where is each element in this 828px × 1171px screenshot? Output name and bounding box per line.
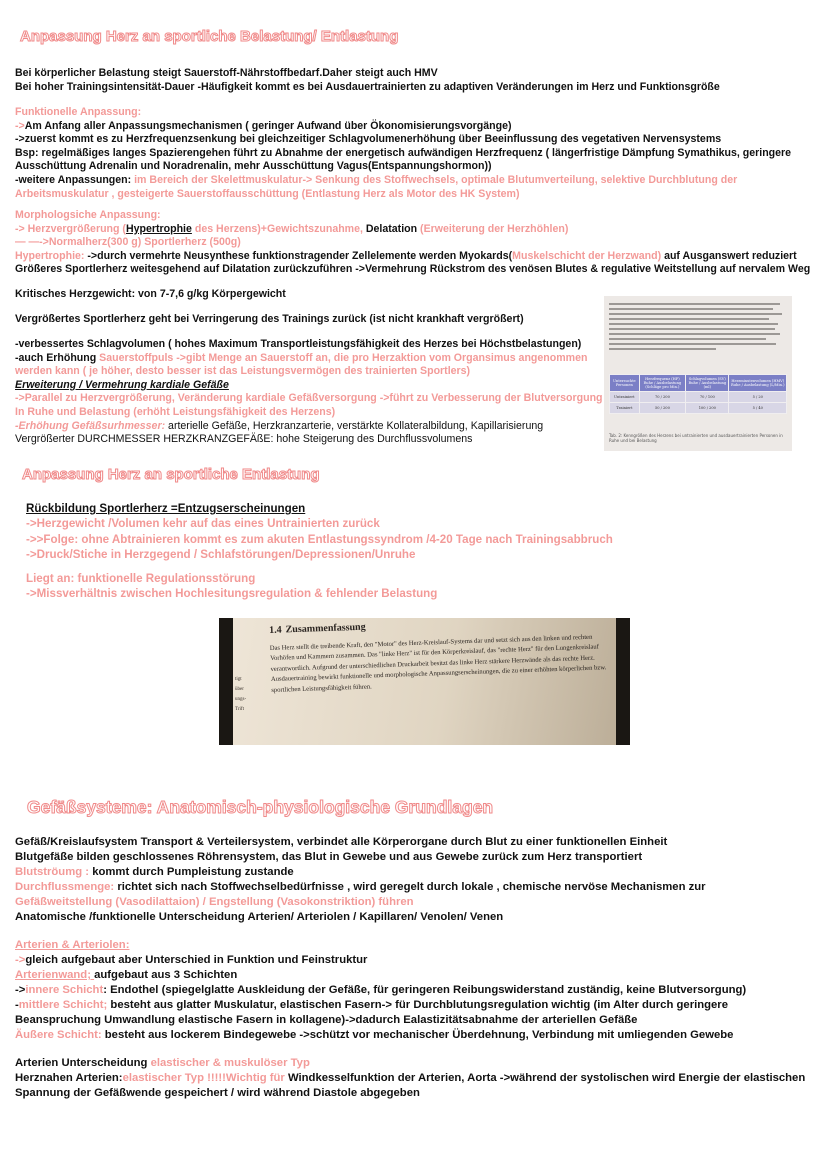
enlarged-heart-note: Vergrößertes Sportlerherz geht bei Verringerung des Trainings zurück (ist nicht krankhaft vergrößert) (15, 313, 524, 325)
text: Hypertrophie (125, 222, 192, 235)
text: -> (15, 954, 26, 966)
text: besteht aus glatter Muskulatur, elastischen Fasern-> für Durchblutungsregulation wichtig (im Alter durch geringere Beanspruchung Umwandlung elastische Fasern in kollagene)->dadurch Ealastizitätsabnahme der arteriellen Gefäße (15, 999, 728, 1026)
intro-line: Bei körperlicher Belastung steigt Sauerstoff-Nährstoffbedarf.Daher steigt auch HMV (15, 67, 438, 79)
text: Äußere Schicht: (15, 1029, 105, 1041)
table-cell: 5 / 40 (729, 403, 787, 414)
text: Durchflussmenge: (15, 881, 118, 893)
text: ->Parallel zu Herzvergrößerung, Veränderung kardiale Gefäßversorgung ->führt zu Verbesserung der Blutversorgung In Ruhe und Belastung (erhöht Leistungsfähigkeit des Herzens) (15, 392, 603, 418)
text: ->Druck/Stiche in Herzgegend / Schlafstörungen/Depressionen/Unruhe (26, 548, 416, 562)
table-cell: Trainiert (610, 403, 640, 414)
text: gleich aufgebaut aber Unterschied in Funktion und Feinstruktur (25, 954, 368, 966)
functional-adaptation-block (15, 106, 815, 201)
text: ->Missverhältnis zwischen Hochlesitungsregulation & fehlender Belastung (26, 587, 438, 601)
deconditioning-block (26, 501, 826, 601)
text: Hypertrophie: (15, 249, 88, 262)
table-caption: Tab. 2: Kenngrößen des Herzens bei untrainierten und ausdauertrainierten Personen in Ruhe und bei Belastung (609, 433, 783, 443)
text: elastischer & muskulöser Typ (150, 1057, 310, 1069)
text: Delatation (365, 222, 418, 235)
text: -> (15, 984, 26, 996)
table-header: Untersuchte Personen (610, 375, 640, 392)
text: im Bereich der Skelettmuskulatur-> Senkung des Stoffwechsels, optimale Blutumverteilung, selektive Durchblutung der Arbeitsmuskulatur , gesteigerte Sauerstoffausschüttung (Entlastung Herz als Motor des HK System) (15, 173, 738, 200)
critical-weight: Kritisches Herzgewicht: von 7-7,6 g/kg Körpergewicht (15, 288, 286, 300)
text: auf Ausganswert reduziert (661, 249, 797, 262)
page-margin-text (235, 675, 246, 715)
arrow: -> (15, 119, 25, 132)
artery-types-block (15, 1056, 815, 1101)
text: Muskelschicht der Herzwand) (512, 249, 662, 262)
text: des Herzens)+Gewichtszunahme, (191, 222, 366, 235)
text: elastischer Typ !!!!!Wichtig für (122, 1072, 288, 1084)
table-header: Herzminutenvolumen (HMV) Ruhe / Ausbelastung (L/Min.) (729, 375, 787, 392)
stroke-volume-block (15, 338, 605, 447)
text: Gefäßweitstellung (Vasodilattaion) / Engstellung (Vasokonstriktion) führen (15, 896, 414, 908)
text: Windkesselfunktion der Arterien, Aorta ->während der systolischen wird Energie der elastischen Spannung der Gefäßwende gespeichert / wird während Diastole abgegeben (15, 1072, 806, 1099)
text: -verbessertes Schlagvolumen ( hohes Maximum Transportleistungsfähigkeit des Herzes bei Höchstbelastungen) (15, 338, 582, 350)
text: Anatomische /funktionelle Unterscheidung Arterien/ Arteriolen / Kapillaren/ Venolen/ Venen (15, 911, 504, 923)
text: -weitere Anpassungen: (15, 173, 135, 186)
blurred-text (609, 300, 787, 353)
photo-body-text: Das Herz stellt die treibende Kraft, den "Motor" des Herz-Kreislauf-Systems dar und setzt sich aus den linken und rechten Vorhöfen und Kammern zusammen. Das "linke Herz" ist für den Körperkreislauf, das "rechte Herz" für den Lungenkreislauf verantwortlich. Aufgrund der unterschiedlichen Druckarbeit besitzt das linke Herz stärkere Herzwände als das rechte Herz. Ausdauertraining bewirkt funktionelle und morphologische Anpassungserscheinungen, die zu einer erhöhten körperlichen bzw. sportlichen Leistungsfähigkeit führen. (269, 633, 607, 694)
text: ungs- (235, 697, 247, 702)
text: Liegt an: funktionelle Regulationsstörung (26, 571, 256, 585)
table-cell: 70 / 200 (639, 392, 685, 403)
section-heading-gefaesssysteme: Gefäßsysteme: Anatomisch-physiologische Grundlagen (27, 797, 494, 817)
text: Blutströumg : (15, 866, 93, 878)
text: (Erweiterung der Herzhöhlen) (417, 222, 569, 235)
text: Arterienwand; (15, 969, 95, 981)
text: ->zuerst kommt es zu Herzfrequenzsenkung bei gleichzeitiger Schlagvolumenerhöhung über Beeinflussung des vegetativen Nervensystems (15, 133, 722, 146)
morphological-adaptation-label: Morphologsiche Anpassung: (15, 209, 161, 221)
text: ->Herzgewicht /Volumen kehr auf das eines Untrainierten zurück (26, 517, 380, 531)
table-row (610, 403, 787, 414)
text: : Endothel (spiegelglatte Auskleidung der Gefäße, für geringeren Reibungswiderstand zuständig, keine Blutversorgung) (103, 984, 747, 996)
table-cell: 100 / 200 (686, 403, 729, 414)
morphological-adaptation-block (15, 209, 815, 277)
text: besteht aus lockerem Bindegewebe ->schützt vor mechanischer Überdehnung, Verbindung mit umliegenden Gewebe (104, 1029, 734, 1041)
arteries-label: Arterien & Arteriolen: (15, 939, 130, 951)
text: Gefäß/Kreislaufsystem Transport & Verteilersystem, verbindet alle Körperorgane durch Blut zu einer funktionellen Einheit (15, 836, 668, 848)
text: Trift (235, 707, 244, 712)
intro-paragraph (15, 67, 815, 94)
text: Bsp: regelmäßiges langes Spazierengehen führt zu Abnahme der energetisch aufwändigen Herzfrequenz ( längerfristige Dämpfung Symathikus, geringere Ausschüttung Adrenalin und Noradrenalin, mehr Ausschüttung Vagus(Entspannungshormon)) (15, 146, 792, 173)
textbook-summary-photo (219, 618, 630, 745)
vessel-extension-label: Erweiterung / Vermehrung kardiale Gefäße (15, 378, 229, 391)
deconditioning-title: Rückbildung Sportlerherz =Entzugserscheinungen (26, 502, 306, 515)
text: arterielle Gefäße, Herzkranzarterie, verstärkte Kollateralbildung, Kapillarisierung (168, 419, 544, 432)
text: - (15, 999, 19, 1011)
text: Blutgefäße bilden geschlossenes Röhrensystem, das Blut in Gewebe und aus Gewebe zurück zum Herz transportiert (15, 851, 643, 863)
text: Arterien Unterscheidung (15, 1057, 151, 1069)
text: Herznahen Arterien: (15, 1072, 123, 1084)
section-heading-entlastung: Anpassung Herz an sportliche Entlastung (22, 466, 320, 483)
text: -Erhöhung Gefäßsurhmesser: (15, 419, 169, 432)
text: richtet sich nach Stoffwechselbedürfnisse , wird geregelt durch lokale , chemische nervöse Mechanismen zur (117, 881, 706, 893)
table-cell: 50 / 200 (639, 403, 685, 414)
text: aufgebaut aus 3 Schichten (94, 969, 238, 981)
text: Vergrößerter DURCHMESSER HERZKRANZGEFÄßE: hohe Steigerung des Durchflussvolumens (15, 433, 473, 446)
text: innere Schicht (25, 984, 104, 996)
text: über (235, 687, 244, 692)
table-row (610, 392, 787, 403)
text: Am Anfang aller Anpassungsmechanismen ( geringer Aufwand über Ökonomisierungsvorgänge) (24, 119, 512, 132)
text: ->durch vermehrte Neusynthese funktionstragender Zellelemente werden Myokards( (87, 249, 513, 262)
intro-line: Bei hoher Trainingsintensität-Dauer -Häufigkeit kommt es bei Ausdauertrainierten zu adaptiven Veränderungen im Herz und Funktionsgröße (15, 80, 720, 93)
table-cell: Untrainiert (610, 392, 640, 403)
table-header: Herzfrequenz (HF) Ruhe / Ausbelastung (Schläge pro Min.) (639, 375, 685, 392)
functional-adaptation-label: Funktionelle Anpassung: (15, 106, 142, 118)
section-heading-belastung: Anpassung Herz an sportliche Belastung/ Entlastung (20, 28, 399, 45)
text: Sauerstoffpuls ->gibt Menge an Sauerstoff an, die pro Herzaktion vom Organsimus angenommen werden kann ( je höher, desto besser ist das Leistungsvermögen des trainierten Sportlers) (15, 351, 588, 378)
table-header: Schlagvolumen (SV) Ruhe / Ausbelastung (ml) (686, 375, 729, 392)
text: tigt (235, 677, 242, 682)
text: -auch Erhöhung (15, 351, 100, 364)
text: mittlere Schicht; (18, 999, 111, 1011)
heart-parameters-table-image (604, 296, 792, 451)
text: Zusammenfassung (285, 621, 366, 636)
text: kommt durch Pumpleistung zustande (92, 866, 294, 878)
table-cell: 70 / 100 (686, 392, 729, 403)
table-cell: 5 / 20 (729, 392, 787, 403)
arteries-block (15, 938, 815, 1043)
vascular-basics-block (15, 835, 815, 925)
text: Größeres Sportlerherz weitesgehend auf Dilatation zurückzuführen ->Vermehrung Rückstrom des venösen Blutes & regulative Weitstellung auf nervalem Weg (15, 263, 811, 276)
text: ->>Folge: ohne Abtrainieren kommt es zum akuten Entlastungssyndrom /4-20 Tage nach Trainingsabbruch (26, 532, 613, 546)
text: -> Herzvergrößerung ( (15, 222, 126, 235)
heart-parameters-table (609, 374, 787, 414)
text: — —->Normalherz(300 g) Sportlerherz (500g) (15, 236, 241, 249)
section-number: 1.4 (269, 624, 282, 636)
